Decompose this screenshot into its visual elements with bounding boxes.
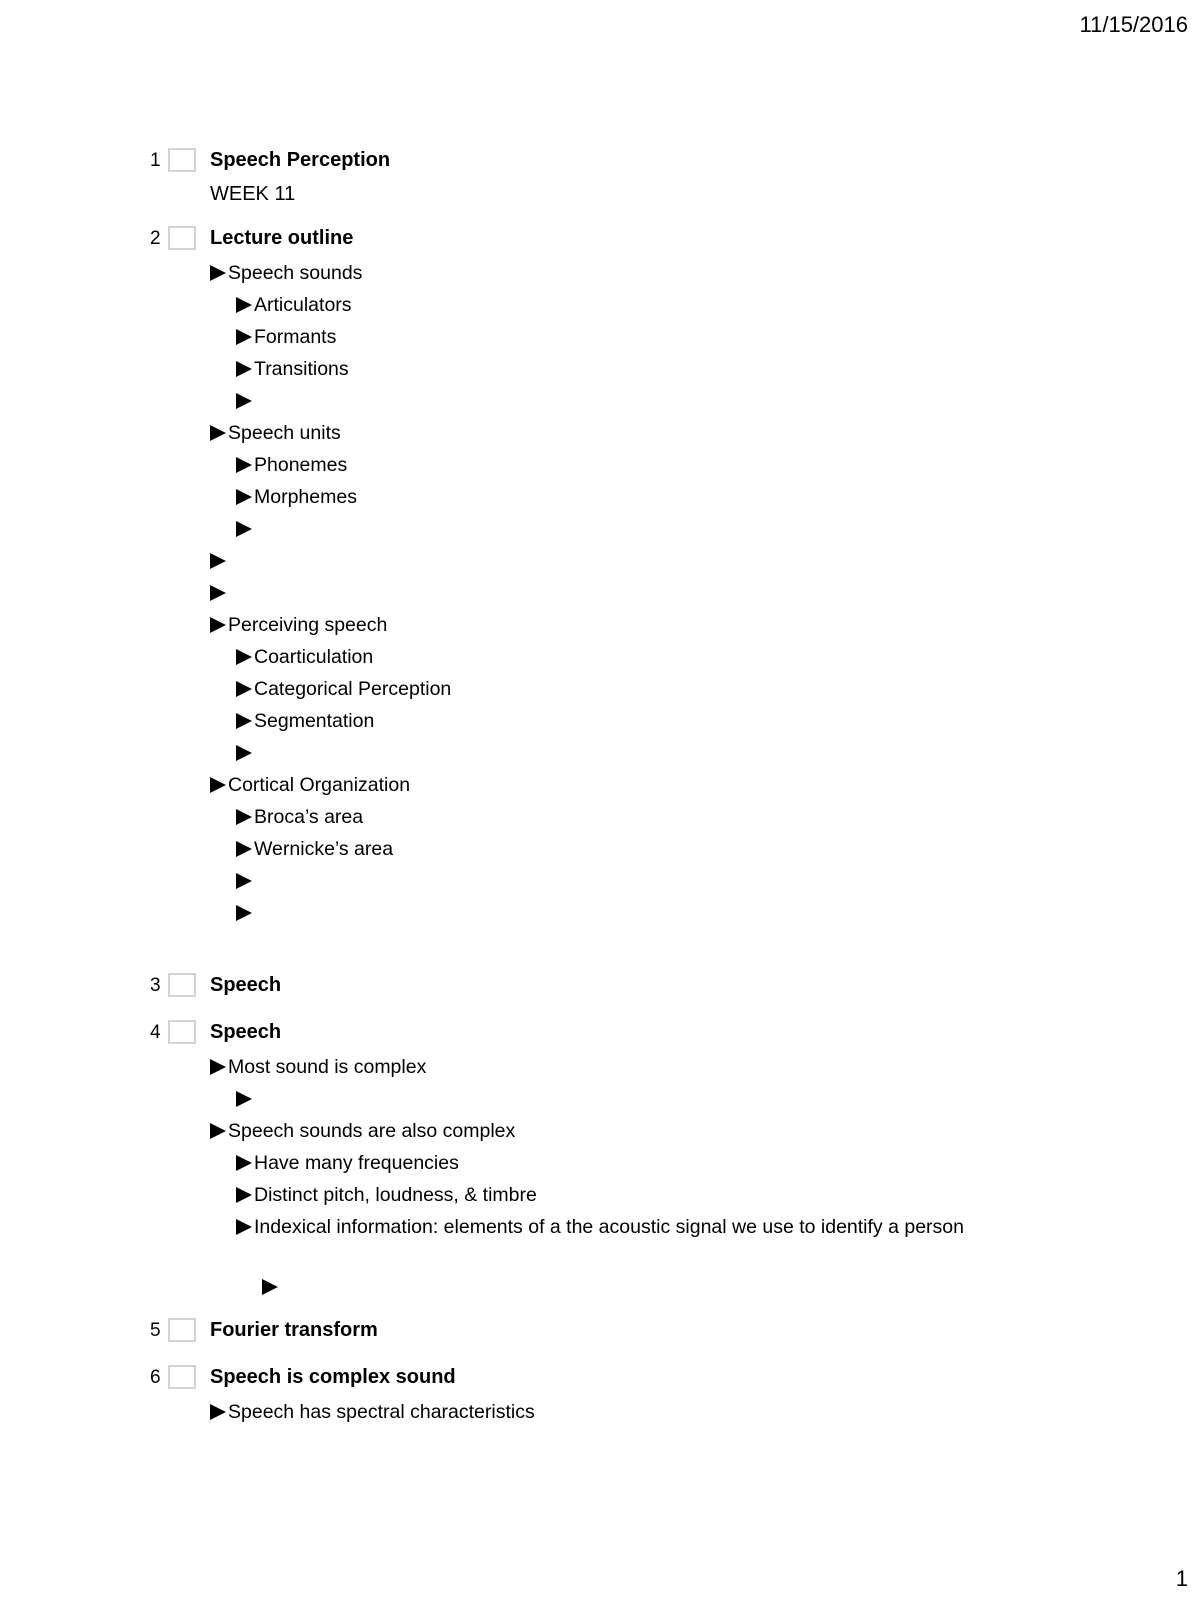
bullet-arrow-icon [210, 777, 226, 793]
bullet-arrow-icon [236, 1155, 252, 1171]
bullet-arrow-icon [236, 713, 252, 729]
bullet-arrow-icon [236, 809, 252, 825]
bullet-item: Speech sounds are also complex [210, 1117, 515, 1146]
bullet-item: Wernicke’s area [236, 835, 393, 864]
slide-thumbnail [168, 1318, 196, 1342]
bullet-arrow-icon [236, 329, 252, 345]
slide-4 [150, 1020, 1050, 1238]
date-header: 11/15/2016 [1079, 12, 1188, 37]
bullet-item [236, 387, 254, 416]
bullet-item [236, 515, 254, 544]
bullet-item: Cortical Organization [210, 771, 410, 800]
slide-thumbnail [168, 973, 196, 997]
bullet-item: Broca’s area [236, 803, 363, 832]
bullet-item: Formants [236, 323, 336, 352]
bullet-item: Articulators [236, 291, 352, 320]
bullet-item [236, 867, 254, 896]
page-number: 1 [1175, 1566, 1188, 1591]
bullet-arrow-icon [236, 873, 252, 889]
bullet-item: Distinct pitch, loudness, & timbre [236, 1181, 537, 1210]
slide-number: 5 [150, 1320, 161, 1341]
slide-thumbnail [168, 148, 196, 172]
slide-number: 4 [150, 1022, 161, 1043]
bullet-arrow-icon [236, 745, 252, 761]
slide-3 [150, 973, 1050, 1001]
bullet-arrow-icon [210, 585, 226, 601]
slide-thumbnail [168, 1020, 196, 1044]
slide-title: Lecture outline [210, 227, 354, 249]
slide-thumbnail [168, 226, 196, 250]
bullet-item: Segmentation [236, 707, 374, 736]
bullet-item: Coarticulation [236, 643, 373, 672]
bullet-arrow-icon [210, 1059, 226, 1075]
bullet-arrow-icon [236, 521, 252, 537]
bullet-arrow-icon [210, 617, 226, 633]
slide-title: Speech [210, 974, 282, 996]
slide-title: Speech [210, 1021, 282, 1043]
slide-number: 1 [150, 150, 161, 171]
slide-subtitle: WEEK 11 [210, 183, 296, 205]
slide-5 [150, 1318, 1050, 1346]
bullet-arrow-icon [236, 905, 252, 921]
bullet-arrow-icon [210, 425, 226, 441]
bullet-arrow-icon [210, 265, 226, 281]
bullet-item [236, 739, 254, 768]
bullet-arrow-icon [236, 1091, 252, 1107]
bullet-arrow-icon [236, 361, 252, 377]
slide-number: 3 [150, 975, 161, 996]
bullet-arrow-icon [236, 649, 252, 665]
bullet-item: Transitions [236, 355, 349, 384]
bullet-arrow-icon [236, 489, 252, 505]
bullet-item: Perceiving speech [210, 611, 387, 640]
slide-thumbnail [168, 1365, 196, 1389]
slide-2 [150, 226, 1050, 860]
bullet-arrow-icon [236, 681, 252, 697]
bullet-item: Morphemes [236, 483, 357, 512]
slide-number: 2 [150, 228, 161, 249]
bullet-arrow-icon [236, 841, 252, 857]
slide-1 [150, 148, 1050, 205]
bullet-item: Categorical Perception [236, 675, 451, 704]
bullet-arrow-icon [210, 553, 226, 569]
bullet-item: Speech has spectral characteristics [210, 1398, 535, 1427]
slide-title: Speech is complex sound [210, 1366, 456, 1388]
slide-title: Fourier transform [210, 1319, 378, 1341]
bullet-arrow-icon [236, 1219, 252, 1235]
bullet-item [236, 1085, 254, 1114]
bullet-arrow-icon [262, 1279, 278, 1295]
bullet-item [236, 899, 254, 928]
bullet-item: Phonemes [236, 451, 347, 480]
bullet-arrow-icon [210, 1123, 226, 1139]
bullet-item [210, 547, 228, 576]
bullet-item [262, 1273, 280, 1302]
bullet-arrow-icon [236, 393, 252, 409]
slide-title: Speech Perception [210, 149, 391, 171]
bullet-arrow-icon [236, 457, 252, 473]
bullet-item: Most sound is complex [210, 1053, 426, 1082]
bullet-item: Have many frequencies [236, 1149, 459, 1178]
slide-6 [150, 1365, 1050, 1423]
bullet-item: Speech sounds [210, 259, 362, 288]
slide-number: 6 [150, 1367, 161, 1388]
bullet-arrow-icon [210, 1404, 226, 1420]
bullet-arrow-icon [236, 1187, 252, 1203]
bullet-arrow-icon [236, 297, 252, 313]
bullet-item: Speech units [210, 419, 341, 448]
bullet-item [210, 579, 228, 608]
bullet-item: Indexical information: elements of a the acoustic signal we use to identify a person [236, 1213, 996, 1242]
